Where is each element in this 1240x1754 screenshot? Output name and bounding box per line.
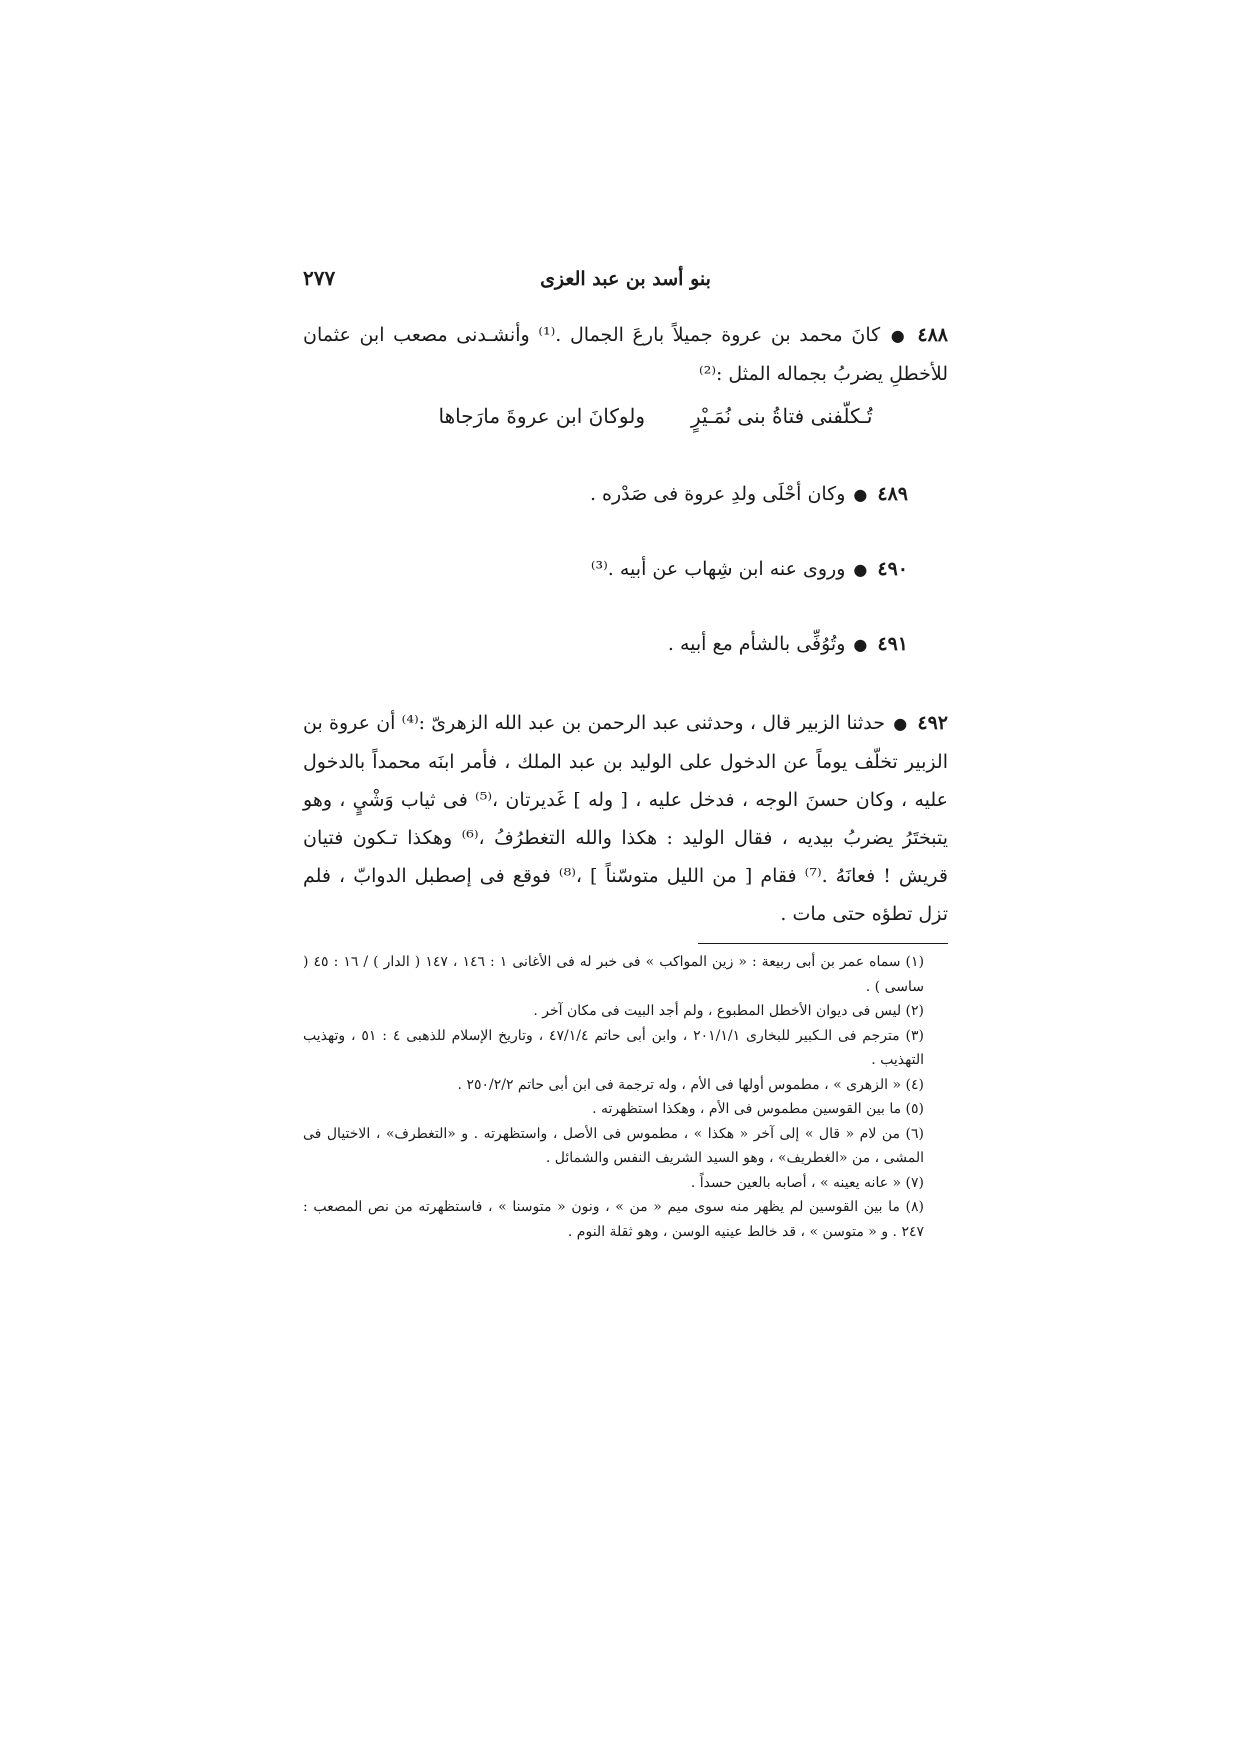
entry-number: ٤٩٢ [917, 712, 949, 734]
footnote-4: (٤) « الزهرى » ، مطموس أولها فى الأم ، وله ترجمة فى ابن أبى حاتم ٢٥٠/٢/٢ . [457, 1076, 924, 1093]
footnote-2: (٢) ليس فى ديوان الأخطل المطبوع ، ولم أجد البيت فى مكان آخر . [533, 1003, 924, 1019]
entry-number: ٤٩١ [877, 633, 908, 655]
bullet-icon: ● [853, 560, 868, 579]
entry-490 [303, 550, 948, 589]
entry-text: وروى عنه ابن شِهاب عن أبيه .⁽³⁾ [590, 558, 846, 580]
footnote-3: (٣) مترجم فى الـكبير للبخارى ٢٠١/١/١ ، وابن أبى حاتم ٤٧/١/٤ ، وتاريخ الإسلام للذهبى ٤ : ٥١ ، وتهذيب التهذيب . [303, 1027, 924, 1068]
page-content [303, 262, 948, 1244]
running-title: بنو أسد بن عبد العزى [540, 268, 711, 290]
page-number: ٢٧٧ [303, 266, 336, 290]
footnote-divider [698, 943, 948, 944]
entry-text: كانَ محمد بن عروة جميلاً بارعَ الجمال .⁽¹⁾ وأنشـدنى مصعب ابن عثمان للأخطلِ يضربُ بجماله المثل :⁽²⁾ [303, 324, 948, 385]
entry-number: ٤٩٠ [877, 558, 908, 580]
entry-488 [303, 316, 948, 393]
footnote-7: (٧) « عانه يعينه » ، أصابه بالعين حسداً . [690, 1174, 924, 1191]
verse-line [303, 395, 948, 437]
entry-number: ٤٨٨ [917, 324, 948, 346]
running-head [303, 262, 948, 304]
verse-second-hemistich: ولوكانَ ابن عروةَ مارَجاها [438, 404, 645, 428]
footnote-1: (١) سماه عمر بن أبى ربيعة : « زين المواكب » فى خبر له فى الأغانى ١ : ١٤٦ ، ١٤٧ ( الدار ) / ١٦ : ٤٥ ( ساسى ) . [303, 954, 925, 995]
entry-number: ٤٨٩ [877, 483, 908, 505]
entry-492 [303, 704, 948, 933]
footnote-6: (٦) من لام « قال » إلى آخر « هكذا » ، مطموس فى الأصل ، واستظهرته . و «التغطرف» ، الاختيال فى المشى ، من «الغطريف» ، وهو السيد الشريف النفس والشمائل . [303, 1125, 924, 1166]
entry-491 [303, 625, 948, 664]
entry-text: وكان أحْلَى ولدِ عروة فى صَدْره . [589, 483, 846, 505]
footnotes [303, 950, 948, 1244]
bullet-icon: ● [853, 635, 868, 654]
entry-489 [303, 475, 948, 514]
footnote-8: (٨) ما بين القوسين لم يظهر منه سوى ميم « من » ، ونون « متوسنا » ، فاستظهرته من نص المصعب : ٢٤٧ . و « متوسن » ، قد خالط عينيه الوسن ، وهو ثقلة النوم . [303, 1199, 924, 1240]
entry-text: وتُوُفِّى بالشأم مع أبيه . [667, 633, 846, 655]
bullet-icon: ● [893, 714, 908, 733]
entry-text: حدثنا الزبير قال ، وحدثنى عبد الرحمن بن عبد الله الزهرىّ :⁽⁴⁾ أن عروة بن الزبير تخلّف يوماً عن الدخول على الوليد بن عبد الملك ، فأمر ابنَه محمداً بالدخول عليه ، وكان حسنَ الوجه ، فدخل عليه ، [ وله ] غَديرتان ،⁽⁵⁾ فى ثياب وَشْيٍ ، وهو يتبختَرُ يضربُ بيديه ، فقال الوليد : هكذا والله التغطرُفُ ،⁽⁶⁾ وهكذا تـكون فتيان قريش ! فعانَهُ .⁽⁷⁾ فقام [ من الليل متوسّناً ] ،⁽⁸⁾ فوقع فى إصطبل الدوابّ ، فلم تزل تطؤه حتى مات . [303, 712, 949, 925]
bullet-icon: ● [888, 326, 908, 345]
verse-first-hemistich: تُـكلّفنى فتاةُ بنى نُمَـيْرٍ [691, 404, 873, 428]
footnote-5: (٥) ما بين القوسين مطموس فى الأم ، وهكذا استظهرته . [592, 1101, 924, 1117]
bullet-icon: ● [853, 485, 868, 504]
